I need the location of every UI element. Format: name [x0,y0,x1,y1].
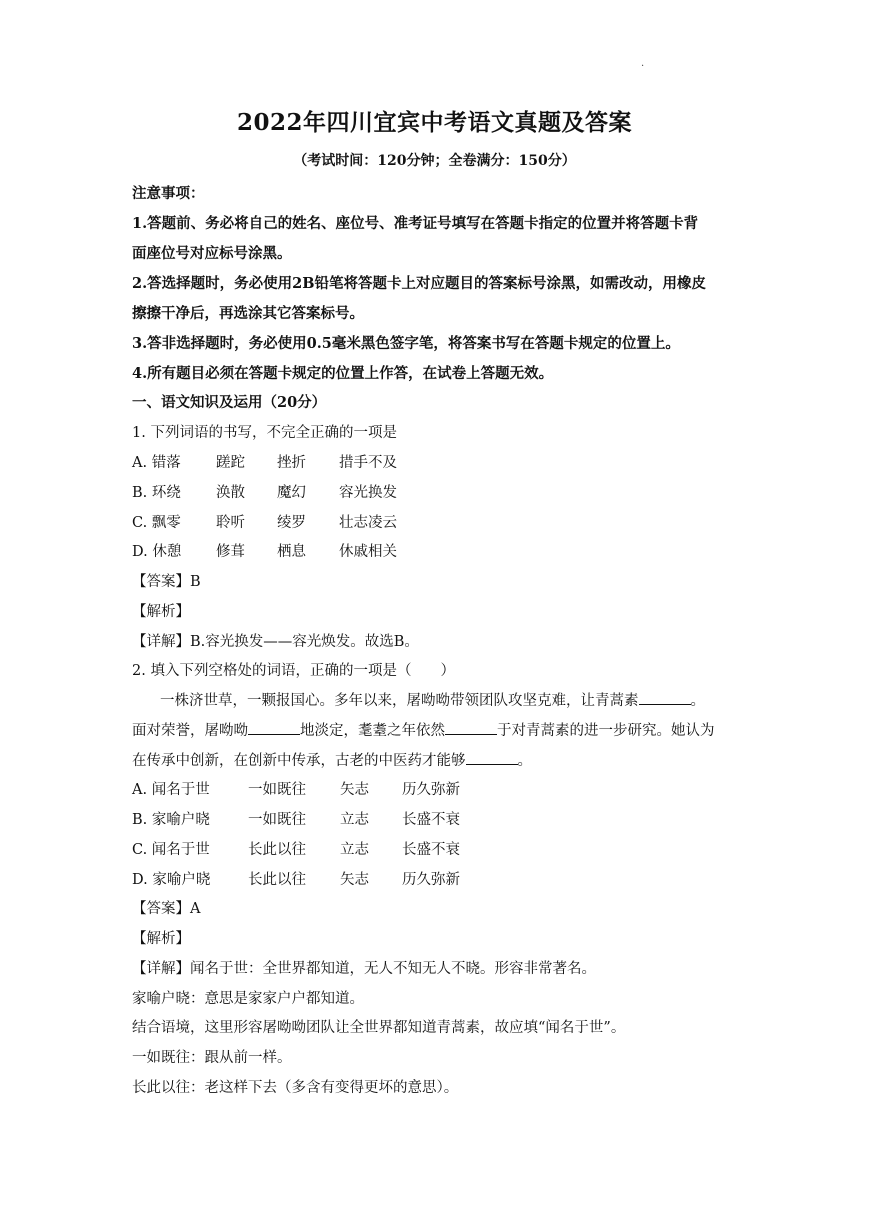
notice-heading: 注意事项： [132,185,205,202]
option-cell: 休戚相关 [339,544,397,560]
passage-text: 面对荣誉，屠呦呦 [132,723,248,739]
option-cell: 挫折 [277,455,306,471]
page-title: 2022年四川宜宾中考语文真题及答案 [236,109,632,136]
option-cell: 涣散 [216,485,245,501]
option-cell: 修葺 [216,544,245,560]
option-cell: 立志 [340,812,369,828]
fill-blank [445,720,497,735]
option-cell: 聆听 [216,515,245,531]
q2-option-d [132,868,460,889]
option-cell: 蹉跎 [216,455,245,471]
option-cell: 容光换发 [339,485,397,501]
q2-detail-5: 长此以往：老这样下去（多含有变得更坏的意思）。 [132,1080,459,1096]
notice-item-2a: 2.答选择题时，务必使用2B铅笔将答题卡上对应题目的答案标号涂黑，如需改动，用橡皮 [132,275,706,292]
notice-item-2b: 擦擦干净后，再选涂其它答案标号。 [132,305,364,322]
fill-blank [639,690,691,705]
q1-detail: 【详解】B.容光换发——容光焕发。故选B。 [132,634,419,650]
option-cell: 魔幻 [277,485,306,501]
q2-detail-2: 家喻户晓：意思是家家户户都知道。 [132,991,364,1007]
option-cell: 绫罗 [277,515,306,531]
option-cell: 历久弥新 [402,872,460,888]
option-cell: 壮志凌云 [339,515,397,531]
q1-answer: 【答案】B [132,574,201,590]
passage-text: 。 [690,693,705,709]
q2-detail-4: 一如既往：跟从前一样。 [132,1050,292,1066]
option-cell: 栖息 [277,544,306,560]
option-cell: 一如既往 [248,782,306,798]
passage-text: 地淡定，耄耋之年依然 [300,723,445,739]
option-cell: 矢志 [340,782,369,798]
option-cell: C. 飘零 [132,515,181,531]
option-cell: C. 闻名于世 [132,842,210,858]
q2-option-c [132,838,460,859]
q2-passage-line-1 [160,689,705,710]
notice-item-1a: 1.答题前、务必将自己的姓名、座位号、准考证号填写在答题卡指定的位置并将答题卡背 [132,215,699,232]
q1-analysis: 【解析】 [132,604,190,620]
q2-option-a [132,778,460,799]
passage-text: 。 [517,753,532,769]
option-cell: 一如既往 [248,812,306,828]
option-cell: 历久弥新 [402,782,460,798]
q1-option-b [132,481,397,502]
option-cell: A. 错落 [132,455,181,471]
option-cell: 长此以往 [248,842,306,858]
option-cell: 立志 [340,842,369,858]
option-cell: B. 家喻户晓 [132,812,210,828]
notice-item-1b: 面座位号对应标号涂黑。 [132,245,292,262]
page-dot: . [641,58,645,69]
passage-text: 于对青蒿素的进一步研究。她认为 [497,723,715,739]
option-cell: 长盛不衰 [402,842,460,858]
option-cell: 措手不及 [339,455,397,471]
option-cell: D. 休憩 [132,544,182,560]
page-subtitle: （考试时间：120分钟；全卷满分：150分） [293,153,576,169]
q2-stem: 2. 填入下列空格处的词语，正确的一项是（ ） [132,663,455,679]
q1-stem: 1. 下列词语的书写，不完全正确的一项是 [132,425,397,441]
passage-text: 一株济世草，一颗报国心。多年以来，屠呦呦带领团队攻坚克难，让青蒿素 [160,693,639,709]
option-cell: 长此以往 [248,872,306,888]
q2-detail-1: 【详解】闻名于世：全世界都知道，无人不知无人不晓。形容非常著名。 [132,961,596,977]
q2-passage-line-3 [132,749,532,770]
fill-blank [248,720,300,735]
q2-option-b [132,808,460,829]
fill-blank [466,750,518,765]
q2-passage-line-2 [132,719,715,740]
q2-analysis: 【解析】 [132,931,190,947]
q2-answer: 【答案】A [132,901,201,917]
q2-detail-3: 结合语境，这里形容屠呦呦团队让全世界都知道青蒿素，故应填“闻名于世”。 [132,1020,626,1036]
option-cell: D. 家喻户晓 [132,872,211,888]
option-cell: 长盛不衰 [402,812,460,828]
notice-item-3: 3.答非选择题时，务必使用0.5毫米黑色签字笔，将答案书写在答题卡规定的位置上。 [132,335,680,352]
q1-option-d [132,540,397,561]
q1-option-a [132,451,397,472]
q1-option-c [132,511,397,532]
passage-text: 在传承中创新，在创新中传承，古老的中医药才能够 [132,753,466,769]
section-heading: 一、语文知识及运用（20分） [132,394,327,411]
option-cell: A. 闻名于世 [132,782,210,798]
option-cell: B. 环绕 [132,485,181,501]
option-cell: 矢志 [340,872,369,888]
notice-item-4: 4.所有题目必须在答题卡规定的位置上作答，在试卷上答题无效。 [132,365,554,382]
